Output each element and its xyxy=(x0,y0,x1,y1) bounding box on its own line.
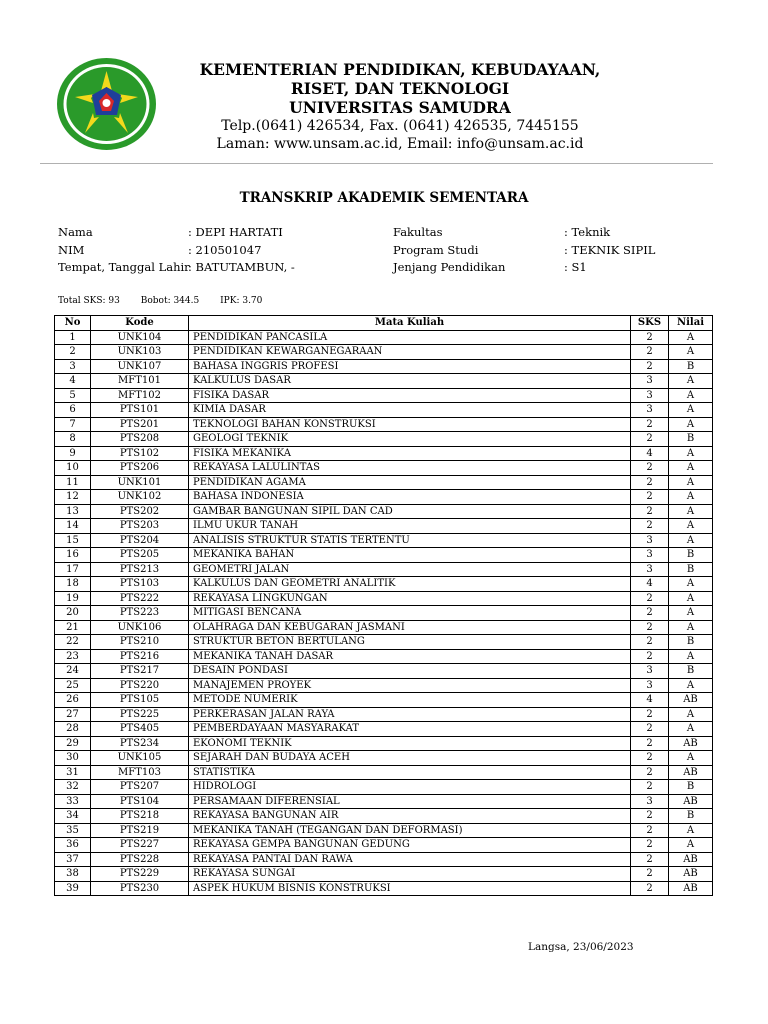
table-row xyxy=(55,548,713,563)
row-no: 20 xyxy=(55,606,91,621)
row-no: 28 xyxy=(55,722,91,737)
row-kode: PTS234 xyxy=(91,736,189,751)
row-no: 12 xyxy=(55,490,91,505)
row-sks: 2 xyxy=(631,519,669,534)
table-row xyxy=(55,620,713,635)
row-kode: PTS202 xyxy=(91,504,189,519)
level-label: Jenjang Pendidikan xyxy=(393,260,506,274)
row-sks: 2 xyxy=(631,722,669,737)
row-nilai: A xyxy=(669,606,713,621)
info-labels-right xyxy=(393,224,505,277)
table-row xyxy=(55,867,713,882)
row-kode: MFT102 xyxy=(91,388,189,403)
table-row xyxy=(55,823,713,838)
row-kode: PTS208 xyxy=(91,432,189,447)
row-nilai: AB xyxy=(669,765,713,780)
university-logo xyxy=(56,57,157,151)
row-no: 32 xyxy=(55,780,91,795)
row-no: 11 xyxy=(55,475,91,490)
row-sks: 2 xyxy=(631,809,669,824)
row-no: 24 xyxy=(55,664,91,679)
row-no: 30 xyxy=(55,751,91,766)
table-row xyxy=(55,533,713,548)
header-divider xyxy=(40,163,713,164)
row-kode: UNK105 xyxy=(91,751,189,766)
row-nilai: A xyxy=(669,504,713,519)
table-row xyxy=(55,446,713,461)
row-nilai: A xyxy=(669,374,713,389)
row-kode: PTS207 xyxy=(91,780,189,795)
row-nilai: AB xyxy=(669,736,713,751)
col-sks: SKS xyxy=(631,316,669,331)
document-title: TRANSKRIP AKADEMIK SEMENTARA xyxy=(239,190,529,206)
row-sks: 2 xyxy=(631,635,669,650)
row-nilai: A xyxy=(669,823,713,838)
row-mata-kuliah: PENDIDIKAN PANCASILA xyxy=(189,330,631,345)
row-mata-kuliah: STATISTIKA xyxy=(189,765,631,780)
row-mata-kuliah: PEMBERDAYAAN MASYARAKAT xyxy=(189,722,631,737)
row-no: 5 xyxy=(55,388,91,403)
row-nilai: A xyxy=(669,838,713,853)
row-nilai: A xyxy=(669,417,713,432)
row-mata-kuliah: PERKERASAN JALAN RAYA xyxy=(189,707,631,722)
row-sks: 2 xyxy=(631,417,669,432)
row-kode: PTS205 xyxy=(91,548,189,563)
row-no: 31 xyxy=(55,765,91,780)
row-nilai: A xyxy=(669,519,713,534)
row-sks: 2 xyxy=(631,359,669,374)
row-no: 1 xyxy=(55,330,91,345)
row-mata-kuliah: FISIKA DASAR xyxy=(189,388,631,403)
row-no: 21 xyxy=(55,620,91,635)
row-mata-kuliah: REKAYASA GEMPA BANGUNAN GEDUNG xyxy=(189,838,631,853)
row-kode: PTS220 xyxy=(91,678,189,693)
row-nilai: A xyxy=(669,722,713,737)
row-nilai: B xyxy=(669,432,713,447)
row-mata-kuliah: REKAYASA SUNGAI xyxy=(189,867,631,882)
row-kode: PTS201 xyxy=(91,417,189,432)
row-nilai: B xyxy=(669,635,713,650)
table-row xyxy=(55,809,713,824)
info-labels-left xyxy=(58,224,190,277)
row-kode: MFT103 xyxy=(91,765,189,780)
row-no: 37 xyxy=(55,852,91,867)
nim-label: NIM xyxy=(58,242,85,257)
row-no: 26 xyxy=(55,693,91,708)
letterhead xyxy=(180,60,620,153)
row-sks: 2 xyxy=(631,823,669,838)
table-row xyxy=(55,504,713,519)
row-sks: 2 xyxy=(631,867,669,882)
table-row xyxy=(55,475,713,490)
row-mata-kuliah: MEKANIKA TANAH DASAR xyxy=(189,649,631,664)
row-nilai: A xyxy=(669,533,713,548)
name-value: : DEPI HARTATI xyxy=(188,225,283,239)
row-nilai: A xyxy=(669,490,713,505)
row-kode: PTS230 xyxy=(91,881,189,896)
col-mata-kuliah: Mata Kuliah xyxy=(189,316,631,331)
total-sks: Total SKS: 93 xyxy=(58,296,120,306)
row-mata-kuliah: GEOLOGI TEKNIK xyxy=(189,432,631,447)
row-mata-kuliah: ANALISIS STRUKTUR STATIS TERTENTU xyxy=(189,533,631,548)
table-row xyxy=(55,780,713,795)
row-mata-kuliah: METODE NUMERIK xyxy=(189,693,631,708)
table-row xyxy=(55,707,713,722)
row-kode: PTS213 xyxy=(91,562,189,577)
university-name: UNIVERSITAS SAMUDRA xyxy=(289,98,511,117)
row-kode: PTS203 xyxy=(91,519,189,534)
row-mata-kuliah: FISIKA MEKANIKA xyxy=(189,446,631,461)
row-nilai: A xyxy=(669,388,713,403)
row-nilai: A xyxy=(669,620,713,635)
info-values-right xyxy=(564,224,655,277)
table-row xyxy=(55,794,713,809)
table-row xyxy=(55,664,713,679)
row-no: 25 xyxy=(55,678,91,693)
grade-summary xyxy=(58,296,280,306)
row-mata-kuliah: REKAYASA BANGUNAN AIR xyxy=(189,809,631,824)
program-value: : TEKNIK SIPIL xyxy=(564,242,656,257)
row-sks: 2 xyxy=(631,838,669,853)
row-no: 15 xyxy=(55,533,91,548)
row-kode: PTS105 xyxy=(91,693,189,708)
col-no: No xyxy=(55,316,91,331)
transcript-table xyxy=(54,315,713,896)
row-sks: 2 xyxy=(631,620,669,635)
row-mata-kuliah: GEOMETRI JALAN xyxy=(189,562,631,577)
table-row xyxy=(55,403,713,418)
row-mata-kuliah: ASPEK HUKUM BISNIS KONSTRUKSI xyxy=(189,881,631,896)
row-sks: 2 xyxy=(631,707,669,722)
row-sks: 3 xyxy=(631,403,669,418)
row-kode: PTS210 xyxy=(91,635,189,650)
row-no: 23 xyxy=(55,649,91,664)
row-kode: UNK102 xyxy=(91,490,189,505)
row-sks: 2 xyxy=(631,591,669,606)
row-nilai: B xyxy=(669,780,713,795)
row-sks: 3 xyxy=(631,664,669,679)
row-sks: 3 xyxy=(631,678,669,693)
row-mata-kuliah: REKAYASA LINGKUNGAN xyxy=(189,591,631,606)
table-row xyxy=(55,417,713,432)
row-nilai: AB xyxy=(669,881,713,896)
row-mata-kuliah: PENDIDIKAN AGAMA xyxy=(189,475,631,490)
place-date: Langsa, 23/06/2023 xyxy=(528,941,634,953)
table-row xyxy=(55,838,713,853)
row-kode: MFT101 xyxy=(91,374,189,389)
ipk: IPK: 3.70 xyxy=(220,296,263,306)
row-nilai: A xyxy=(669,446,713,461)
row-nilai: A xyxy=(669,678,713,693)
row-kode: PTS103 xyxy=(91,577,189,592)
row-mata-kuliah: BAHASA INDONESIA xyxy=(189,490,631,505)
row-no: 19 xyxy=(55,591,91,606)
table-row xyxy=(55,751,713,766)
row-sks: 2 xyxy=(631,504,669,519)
row-sks: 2 xyxy=(631,649,669,664)
row-no: 13 xyxy=(55,504,91,519)
row-no: 7 xyxy=(55,417,91,432)
birth-value: : BATUTAMBUN, - xyxy=(188,260,295,274)
row-kode: PTS104 xyxy=(91,794,189,809)
row-nilai: A xyxy=(669,475,713,490)
row-mata-kuliah: STRUKTUR BETON BERTULANG xyxy=(189,635,631,650)
row-kode: UNK101 xyxy=(91,475,189,490)
ministry-name-line1: KEMENTERIAN PENDIDIKAN, KEBUDAYAAN, xyxy=(199,60,601,79)
table-row xyxy=(55,765,713,780)
row-no: 4 xyxy=(55,374,91,389)
row-kode: PTS222 xyxy=(91,591,189,606)
row-kode: PTS225 xyxy=(91,707,189,722)
program-label: Program Studi xyxy=(393,242,479,257)
table-row xyxy=(55,461,713,476)
row-sks: 2 xyxy=(631,606,669,621)
row-no: 38 xyxy=(55,867,91,882)
row-sks: 3 xyxy=(631,533,669,548)
row-sks: 2 xyxy=(631,461,669,476)
table-row xyxy=(55,606,713,621)
row-sks: 2 xyxy=(631,751,669,766)
row-kode: PTS227 xyxy=(91,838,189,853)
row-mata-kuliah: ILMU UKUR TANAH xyxy=(189,519,631,534)
col-nilai: Nilai xyxy=(669,316,713,331)
table-row xyxy=(55,881,713,896)
row-nilai: A xyxy=(669,330,713,345)
row-kode: UNK107 xyxy=(91,359,189,374)
row-sks: 2 xyxy=(631,490,669,505)
row-sks: 4 xyxy=(631,577,669,592)
table-row xyxy=(55,577,713,592)
row-sks: 2 xyxy=(631,780,669,795)
row-no: 39 xyxy=(55,881,91,896)
row-mata-kuliah: PENDIDIKAN KEWARGANEGARAAN xyxy=(189,345,631,360)
row-nilai: A xyxy=(669,461,713,476)
row-mata-kuliah: KIMIA DASAR xyxy=(189,403,631,418)
row-nilai: A xyxy=(669,577,713,592)
row-sks: 3 xyxy=(631,548,669,563)
row-nilai: AB xyxy=(669,794,713,809)
row-no: 2 xyxy=(55,345,91,360)
row-kode: PTS204 xyxy=(91,533,189,548)
row-mata-kuliah: DESAIN PONDASI xyxy=(189,664,631,679)
row-kode: PTS206 xyxy=(91,461,189,476)
row-nilai: B xyxy=(669,359,713,374)
row-kode: UNK103 xyxy=(91,345,189,360)
row-kode: PTS217 xyxy=(91,664,189,679)
faculty-value: : Teknik xyxy=(564,225,611,239)
row-nilai: A xyxy=(669,751,713,766)
row-kode: PTS216 xyxy=(91,649,189,664)
row-no: 35 xyxy=(55,823,91,838)
row-nilai: B xyxy=(669,562,713,577)
row-kode: PTS405 xyxy=(91,722,189,737)
contact-web: Laman: www.unsam.ac.id, Email: info@unsam.ac.id xyxy=(216,136,584,152)
table-row xyxy=(55,519,713,534)
row-mata-kuliah: TEKNOLOGI BAHAN KONSTRUKSI xyxy=(189,417,631,432)
row-mata-kuliah: REKAYASA LALULINTAS xyxy=(189,461,631,476)
row-sks: 3 xyxy=(631,794,669,809)
col-kode: Kode xyxy=(91,316,189,331)
row-sks: 2 xyxy=(631,432,669,447)
row-nilai: A xyxy=(669,707,713,722)
row-no: 10 xyxy=(55,461,91,476)
row-no: 27 xyxy=(55,707,91,722)
row-kode: PTS218 xyxy=(91,809,189,824)
row-mata-kuliah: OLAHRAGA DAN KEBUGARAN JASMANI xyxy=(189,620,631,635)
row-no: 8 xyxy=(55,432,91,447)
row-sks: 2 xyxy=(631,345,669,360)
row-no: 17 xyxy=(55,562,91,577)
table-row xyxy=(55,635,713,650)
row-no: 29 xyxy=(55,736,91,751)
table-row xyxy=(55,678,713,693)
row-no: 22 xyxy=(55,635,91,650)
table-row xyxy=(55,359,713,374)
row-kode: UNK106 xyxy=(91,620,189,635)
row-nilai: B xyxy=(669,664,713,679)
table-row xyxy=(55,722,713,737)
table-row xyxy=(55,852,713,867)
row-nilai: B xyxy=(669,809,713,824)
row-sks: 3 xyxy=(631,388,669,403)
table-row xyxy=(55,693,713,708)
birth-label: Tempat, Tanggal Lahir xyxy=(58,260,190,274)
row-sks: 2 xyxy=(631,736,669,751)
row-kode: UNK104 xyxy=(91,330,189,345)
row-nilai: A xyxy=(669,403,713,418)
row-no: 33 xyxy=(55,794,91,809)
info-values-left xyxy=(188,224,295,277)
table-row xyxy=(55,562,713,577)
row-mata-kuliah: KALKULUS DAN GEOMETRI ANALITIK xyxy=(189,577,631,592)
row-nilai: AB xyxy=(669,693,713,708)
row-mata-kuliah: MEKANIKA TANAH (TEGANGAN DAN DEFORMASI) xyxy=(189,823,631,838)
row-mata-kuliah: KALKULUS DASAR xyxy=(189,374,631,389)
table-row xyxy=(55,374,713,389)
row-kode: PTS229 xyxy=(91,867,189,882)
row-mata-kuliah: MANAJEMEN PROYEK xyxy=(189,678,631,693)
row-sks: 4 xyxy=(631,446,669,461)
row-no: 16 xyxy=(55,548,91,563)
row-no: 34 xyxy=(55,809,91,824)
table-row xyxy=(55,432,713,447)
nim-value: : 210501047 xyxy=(188,242,262,257)
row-mata-kuliah: PERSAMAAN DIFERENSIAL xyxy=(189,794,631,809)
row-no: 9 xyxy=(55,446,91,461)
row-mata-kuliah: GAMBAR BANGUNAN SIPIL DAN CAD xyxy=(189,504,631,519)
row-kode: PTS102 xyxy=(91,446,189,461)
row-nilai: AB xyxy=(669,867,713,882)
row-mata-kuliah: HIDROLOGI xyxy=(189,780,631,795)
row-kode: PTS223 xyxy=(91,606,189,621)
faculty-label: Fakultas xyxy=(393,225,443,239)
row-mata-kuliah: EKONOMI TEKNIK xyxy=(189,736,631,751)
row-nilai: A xyxy=(669,649,713,664)
ministry-name-line2: RISET, DAN TEKNOLOGI xyxy=(290,79,510,98)
total-bobot: Bobot: 344.5 xyxy=(140,296,200,306)
table-row xyxy=(55,649,713,664)
row-no: 14 xyxy=(55,519,91,534)
row-sks: 3 xyxy=(631,562,669,577)
table-row xyxy=(55,591,713,606)
row-sks: 2 xyxy=(631,330,669,345)
row-nilai: B xyxy=(669,548,713,563)
row-sks: 2 xyxy=(631,765,669,780)
row-nilai: A xyxy=(669,345,713,360)
table-row xyxy=(55,345,713,360)
level-value: : S1 xyxy=(564,260,587,274)
table-row xyxy=(55,490,713,505)
contact-phone: Telp.(0641) 426534, Fax. (0641) 426535, 7445155 xyxy=(221,118,579,134)
row-no: 18 xyxy=(55,577,91,592)
name-label: Nama xyxy=(58,225,93,239)
row-no: 3 xyxy=(55,359,91,374)
row-mata-kuliah: REKAYASA PANTAI DAN RAWA xyxy=(189,852,631,867)
table-row xyxy=(55,736,713,751)
row-mata-kuliah: MITIGASI BENCANA xyxy=(189,606,631,621)
row-sks: 2 xyxy=(631,881,669,896)
row-kode: PTS101 xyxy=(91,403,189,418)
row-no: 36 xyxy=(55,838,91,853)
row-nilai: A xyxy=(669,591,713,606)
row-kode: PTS219 xyxy=(91,823,189,838)
table-row xyxy=(55,388,713,403)
row-sks: 4 xyxy=(631,693,669,708)
row-nilai: AB xyxy=(669,852,713,867)
row-no: 6 xyxy=(55,403,91,418)
row-kode: PTS228 xyxy=(91,852,189,867)
table-header-row xyxy=(55,316,713,331)
row-sks: 2 xyxy=(631,475,669,490)
row-sks: 2 xyxy=(631,852,669,867)
row-sks: 3 xyxy=(631,374,669,389)
row-mata-kuliah: SEJARAH DAN BUDAYA ACEH xyxy=(189,751,631,766)
table-row xyxy=(55,330,713,345)
row-mata-kuliah: MEKANIKA BAHAN xyxy=(189,548,631,563)
row-mata-kuliah: BAHASA INGGRIS PROFESI xyxy=(189,359,631,374)
